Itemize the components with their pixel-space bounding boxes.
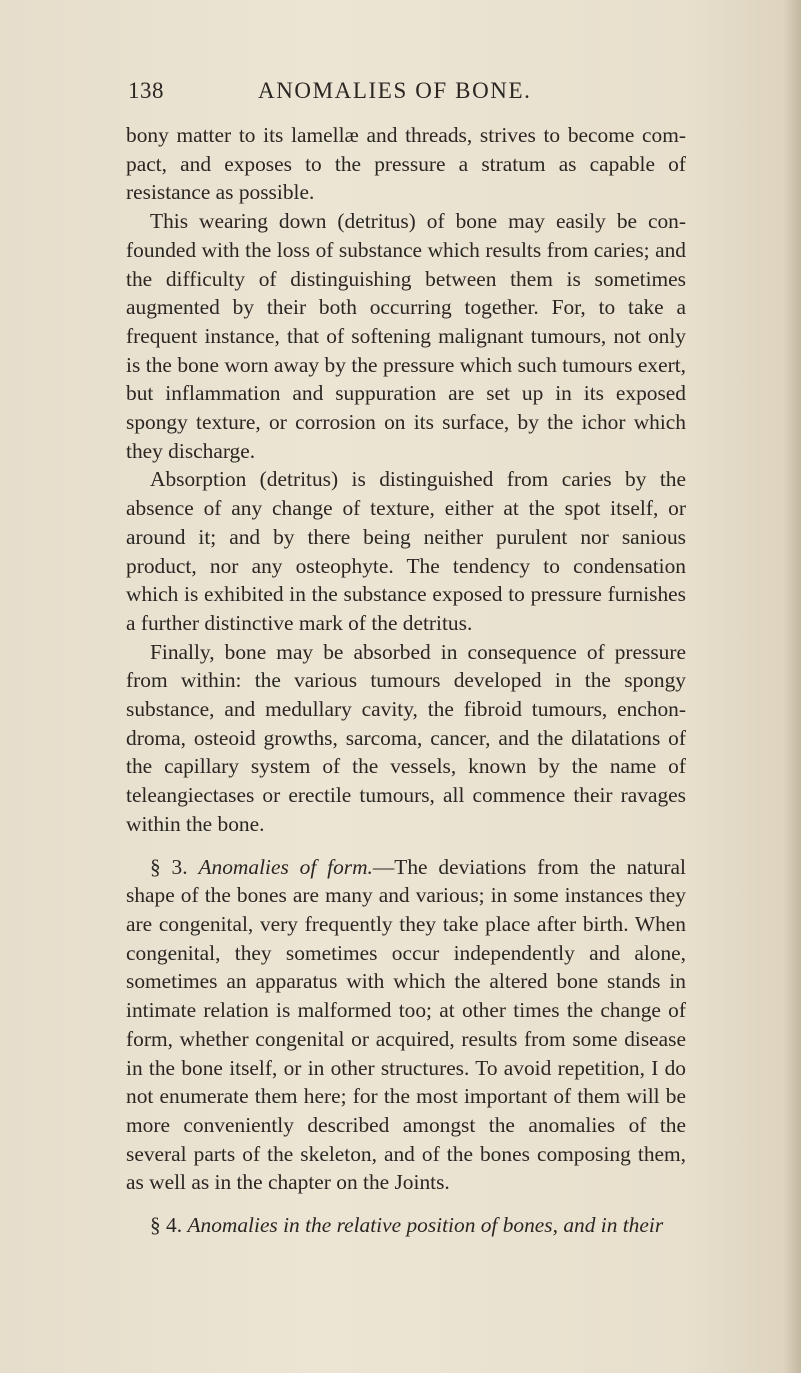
page-header: [128, 78, 688, 108]
paragraph-absorption: Absorption (detritus) is distinguished from caries by the absence of any change of texture, either at the spot itself, or around it; and by there being neither purulent nor sanious product, nor any osteophyte. The tendency to condensation which is exhibited in the substance exposed to pressure furnishes a further distinctive mark of the detritus.: [126, 467, 686, 635]
paragraph-finally: Finally, bone may be absorbed in consequence of pressure from within: the various tumours developed in the spongy substance, and medullary cavity, the fibroid tumours, enchondroma, osteoid growths, sarcoma, cancer, and the dilatations of the capillary system of the vessels, known by the name of teleangiectases or erectile tumours, all commence their ravages within the bone.: [126, 639, 686, 836]
section-4-paragraph: [126, 1211, 686, 1240]
page-number: 138: [128, 78, 164, 103]
section-3-mark: § 3.: [150, 854, 188, 879]
page-edge-shadow: [783, 0, 801, 1373]
paragraph-wearing-down: This wearing down (detritus) of bone may easily be confounded with the loss of substance which results from caries; and the difficulty of distinguishing between them is sometimes augmented by their both occurring together. For, to take a frequent instance, that of softening malignant tumours, not only is the bone worn away by the pressure which such tumours exert, but inflammation and suppuration are set up in its exposed spongy texture, or corrosion on its surface, by the ichor which they discharge.: [126, 209, 686, 463]
section-3-text: —The deviations from the natural shape of the bones are many and various; in some instances they are congenital, very frequently they take place after birth. When congenital, they sometimes occur independently and alone, sometimes an apparatus with which the altered bone stands in intimate relation is malformed too; at other times the change of form, whether congenital or acquired, results from some disease in the bone itself, or in other structures. To avoid repetition, I do not enumerate them here; for the most important of them will be more conveniently described amongst the anomalies of the several parts of the skeleton, and of the bones composing them, as well as in the chapter on the Joints.: [126, 854, 686, 1195]
running-head: ANOMALIES OF BONE.: [258, 78, 532, 103]
section-4-mark: § 4.: [150, 1213, 183, 1238]
section-3-paragraph: [126, 853, 686, 1197]
paragraph-continuation: bony matter to its lamellæ and threads, strives to become compact, and exposes to the pressure a stratum as capable of resistance as possible.: [126, 123, 686, 205]
section-4-title: Anomalies in the relative position of bones, and in their: [187, 1213, 664, 1238]
body-text: [126, 121, 686, 1240]
section-3-title: Anomalies of form.: [198, 854, 373, 879]
